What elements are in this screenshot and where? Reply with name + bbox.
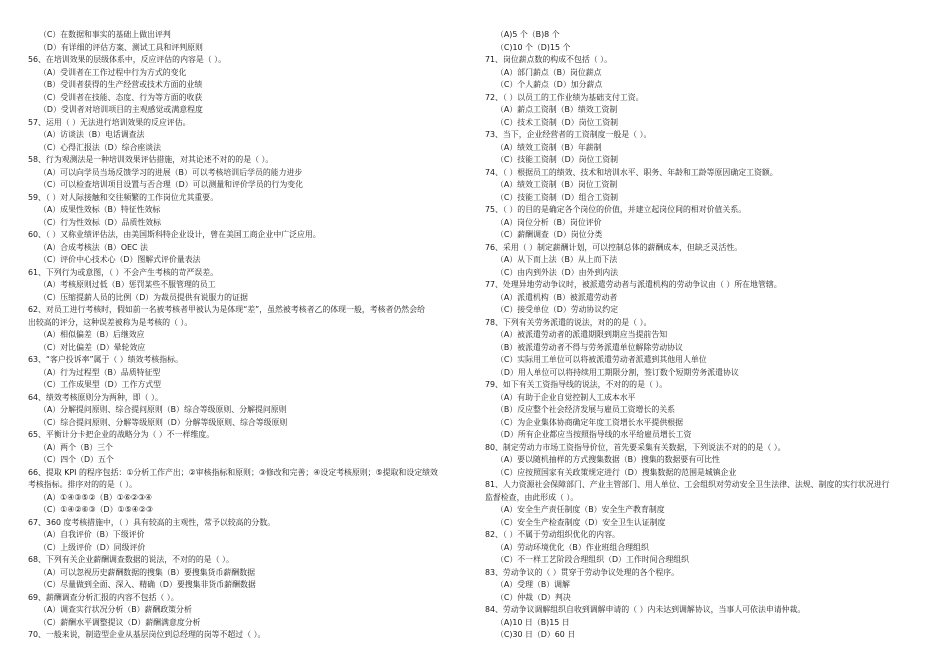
- answer-option-line: （D）受训者对培训项目的主观感觉或满意程度: [39, 105, 203, 114]
- answer-option-line: （A）分解提问原则、综合提问原则（B）综合等级原则、分解提问原则: [39, 405, 287, 414]
- question-line: 监督检查，由此形成（ ）。: [485, 492, 579, 502]
- question-line: 64、绩效考核原则分为两种，即（ ）。: [28, 392, 163, 402]
- question-line: 63、“客户投诉率”属于（ ）绩效考核指标。: [28, 355, 183, 364]
- answer-option-line: （D）有详细的评估方案、测试工具和评判原则: [39, 42, 203, 52]
- answer-option-line: （A）成果性效标（B）特征性效标: [39, 205, 161, 214]
- answer-option-line: （A）有助于企业自觉控制人工成本水平: [496, 392, 636, 402]
- answer-option-line: （C）薪酬水平调整提议（D）薪酬满意度分析: [39, 617, 201, 627]
- answer-option-line: （C）可以检查培训项目设置与否合理（D）可以测量和评价学员的行为变化: [39, 180, 304, 189]
- answer-option-line: （A）访谈法（B）电话调查法: [39, 130, 145, 139]
- answer-option-line: （A）绩效工资制（B）岗位工资制: [496, 180, 618, 189]
- question-line: 60、（ ）又称业绩评估法，由美国斯科特企业设计，曾在美国工商企业中广泛应用。: [28, 230, 321, 239]
- question-line: 80、制定劳动力市场工资指导价位，首先要采集有关数据，下列说法不对的的是（ ）。: [485, 442, 786, 452]
- answer-option-line: （A）岗位分析（B）岗位评价: [496, 217, 602, 227]
- answer-option-line: （C）技能工资制（D）组合工资制: [496, 192, 619, 202]
- answer-option-line: （D）所有企业都应当按照指导线的水平给雇员增长工资: [496, 430, 692, 439]
- question-line: 78、下列有关劳务派遣的说法，对的的是（ ）。: [485, 317, 652, 327]
- question-line: 67、360 度考核措施中，（ ）具有较高的主观性，常予以较高的分数。: [28, 517, 276, 527]
- question-line: 考核指标。排序对的的是（ ）。: [28, 480, 138, 489]
- answer-option-line: （C）工作成果型（D）工作方式型: [39, 380, 162, 389]
- question-line: 71、岗位薪点数的构成不包括（ ）。: [485, 55, 612, 64]
- answer-option-line: （B）受训者获得的生产经营或技术方面的业绩: [39, 80, 203, 89]
- question-line: 77、处理异地劳动争议时，被派遣劳动者与派遣机构的劳动争议由（ ）所在地管辖。: [485, 280, 782, 289]
- answer-option-line: （C）实际用工单位可以将被派遣劳动者派遣到其他用人单位: [496, 355, 707, 364]
- answer-option-line: （A）相似偏差（B）后继效应: [39, 330, 145, 339]
- answer-option-line: （A）受理（B）调解: [496, 580, 570, 589]
- question-line: 70、一般来说，制造型企业从基层岗位到总经理的岗等不超过（ ）。: [28, 630, 266, 639]
- answer-option-line: （A）考核原则过低（B）惩罚某些不服管理的员工: [39, 280, 216, 289]
- question-line: 62、对员工进行考核时，假如前一名被考核者甲被认为是体现“差”，虽然被考核者乙的体现一般，考核者仍然会给: [28, 305, 425, 314]
- answer-option-line: （C）应按照国家有关政策规定进行（D）搜集数据的范围是城镇企业: [496, 467, 737, 477]
- answer-option-line: （A）安全生产责任制度（B）安全生产教育制度: [496, 505, 665, 514]
- question-line: 76、采用（ ）制定薪酬计划，可以控制总体的薪酬成本，但缺乏灵活性。: [485, 242, 743, 252]
- answer-option-line: （C）对比偏差（D）晕轮效应: [39, 342, 146, 352]
- answer-option-line: （B）被派遣劳动者不得与劳务派遣单位解除劳动协议: [496, 342, 683, 352]
- answer-option-line: （C）上级评价（D）同级评价: [39, 542, 146, 552]
- left-column: [28, 29, 474, 642]
- question-line: 59、（ ）对人际接触和交往频繁的工作岗位尤其重要。: [28, 192, 219, 202]
- answer-option-line: （C）为企业集体协商确定年度工资增长水平提供根据: [496, 417, 683, 427]
- answer-option-line: （A）受训者在工作过程中行为方式的变化: [39, 67, 187, 77]
- answer-option-line: （C）压缩提薪人员的比例（D）为裁员提供有说服力的证据: [39, 292, 248, 302]
- answer-option-line: （A)5 个（B)8 个: [496, 30, 560, 39]
- answer-option-line: （A)10 日（B)15 日: [496, 617, 570, 627]
- answer-option-line: （A）部门薪点（B）岗位薪点: [496, 67, 602, 77]
- question-line: 83、劳动争议的（ ）贯穿于劳动争议处理的各个程序。: [485, 567, 680, 577]
- answer-option-line: （C）综合提问原则、分解等级原则（D）分解等级原则、综合等级原则: [39, 417, 288, 427]
- answer-option-line: （A）从下而上法（B）从上而下法: [496, 255, 618, 264]
- question-line: 出较高的评分，这种误差被称为是考核的（ ）。: [28, 317, 193, 327]
- answer-option-line: （A）两个（B）三个: [39, 442, 113, 452]
- answer-option-line: （C)10 个（D)15 个: [496, 42, 571, 52]
- question-line: 66、提取 KPI 的程序包括：①分析工作产出；②审核指标和原则；③修改和完善；④设定考核原则；⑤提取和设定绩效: [28, 467, 438, 477]
- answer-option-line: （C）尽量做到全面、深入、精确（D）要搜集非货币薪酬数据: [39, 580, 256, 589]
- question-line: 73、当下，企业经营者的工资制度一般是（ ）。: [485, 130, 652, 139]
- question-line: 61、下列行为或意图，（ ）不会产生考核的苛严误差。: [28, 267, 219, 277]
- answer-option-line: （C）在数据和事实的基础上做出评判: [39, 30, 171, 39]
- answer-option-line: （C）仲裁（D）判决: [496, 592, 571, 602]
- answer-option-line: （C）①④②⑥③（D）①⑤④②③: [39, 505, 153, 514]
- answer-option-line: （C）四个（D）五个: [39, 455, 114, 464]
- answer-option-line: （C）受训者在技能、态度、行为等方面的收获: [39, 92, 203, 102]
- question-line: 68、下列有关企业薪酬调查数据的说法，不对的的是（ ）。: [28, 555, 234, 564]
- answer-option-line: （C）不一样工艺阶段合理组织（D）工作时间合理组织: [496, 555, 690, 564]
- answer-option-line: （C）行为性效标（D）品质性效标: [39, 217, 162, 227]
- answer-option-line: （A）可以忽视历史薪酬数据的搜集（B）要搜集货币薪酬数据: [39, 567, 255, 577]
- answer-option-line: （C）技术工资制（D）岗位工资制: [496, 117, 619, 127]
- answer-option-line: （C）由内到外法（D）由外到内法: [496, 267, 619, 277]
- answer-option-line: （A）派遣机构（B）被派遣劳动者: [496, 292, 618, 302]
- question-line: 57、运用（ ）无法进行培训效果的反应评估。: [28, 117, 191, 127]
- answer-option-line: （A）绩效工资制（B）年薪制: [496, 142, 602, 152]
- answer-option-line: （A）自我评价（B）下级评价: [39, 530, 145, 539]
- answer-option-line: （D）用人单位可以将持续用工期限分割，签订数个短期劳务派遣协议: [496, 367, 739, 377]
- answer-option-line: （A）被派遣劳动者的派遣期限到期应当提前告知: [496, 330, 668, 339]
- answer-option-line: （A）行为过程型（B）品质特征型: [39, 367, 161, 377]
- answer-option-line: （C）接受单位（D）劳动协议约定: [496, 305, 619, 314]
- question-line: 81、人力资源社会保障部门、产业主管部门、用人单位、工会组织对劳动安全卫生法律、法规、制度的实行状况进行: [485, 480, 890, 489]
- question-line: 79、如下有关工资指导线的说法，不对的的是（ ）。: [485, 380, 668, 389]
- question-line: 56、在培训效果的层级体系中，反应评估的内容是（ ）。: [28, 55, 226, 64]
- answer-option-line: （A）劳动环境优化（B）作业班组合理组织: [496, 542, 649, 552]
- question-line: 82、（ ）不属于劳动组织优化的内容。: [485, 530, 620, 539]
- right-column: [485, 29, 925, 642]
- question-line: 69、薪酬调查分析汇报的内容不包括（ ）。: [28, 592, 179, 602]
- answer-option-line: （C）薪酬调查（D）岗位分类: [496, 230, 603, 239]
- question-line: 75、（ ）的目的是确定各个岗位的价值，并建立起岗位间的相对价值关系。: [485, 205, 747, 214]
- answer-option-line: （C）心得汇报法（D）综合座谈法: [39, 142, 162, 152]
- question-line: 74、（ ）根据员工的绩效、技术和培训水平、职务、年龄和工龄等原因确定工资额。: [485, 167, 778, 177]
- answer-option-line: （C）技能工资制（D）岗位工资制: [496, 155, 619, 164]
- answer-option-line: （A）要以随机抽样的方式搜集数据（B）搜集的数据要有可比性: [496, 455, 720, 464]
- answer-option-line: （C）评价中心技术心（D）图解式评价量表法: [39, 255, 201, 264]
- question-line: 72、（ ）以员工的工作业绩为基础支付工资。: [485, 92, 644, 102]
- question-line: 58、行为观测法是一种培训效果评估措施，对其论述不对的的是（ ）。: [28, 155, 274, 164]
- answer-option-line: （C）安全生产检查制度（D）安全卫生认证制度: [496, 517, 666, 527]
- question-line: 84、劳动争议调解组织自收到调解申请的（ ）内未达到调解协议，当事人可依法申请仲裁。: [485, 605, 806, 614]
- answer-option-line: （B）反应整个社会经济发展与雇员工资增长的关系: [496, 405, 676, 414]
- answer-option-line: （A）合成考核法（B）OEC 法: [39, 242, 148, 252]
- answer-option-line: （A）可以向学员当场反馈学习的进展（B）可以考核培训后学员的能力进步: [39, 167, 303, 177]
- question-line: 65、平衡计分卡把企业的战略分为（ ）不一样维度。: [28, 430, 215, 439]
- answer-option-line: （A）薪点工资制（B）绩效工资制: [496, 105, 618, 114]
- answer-option-line: （A）调查实行状况分析（B）薪酬政策分析: [39, 605, 192, 614]
- answer-option-line: （C)30 日（D）60 日: [496, 630, 576, 639]
- answer-option-line: （C）个人薪点（D）加分薪点: [496, 80, 603, 89]
- answer-option-line: （A）①④③⑤②（B）①⑥②③④: [39, 492, 153, 502]
